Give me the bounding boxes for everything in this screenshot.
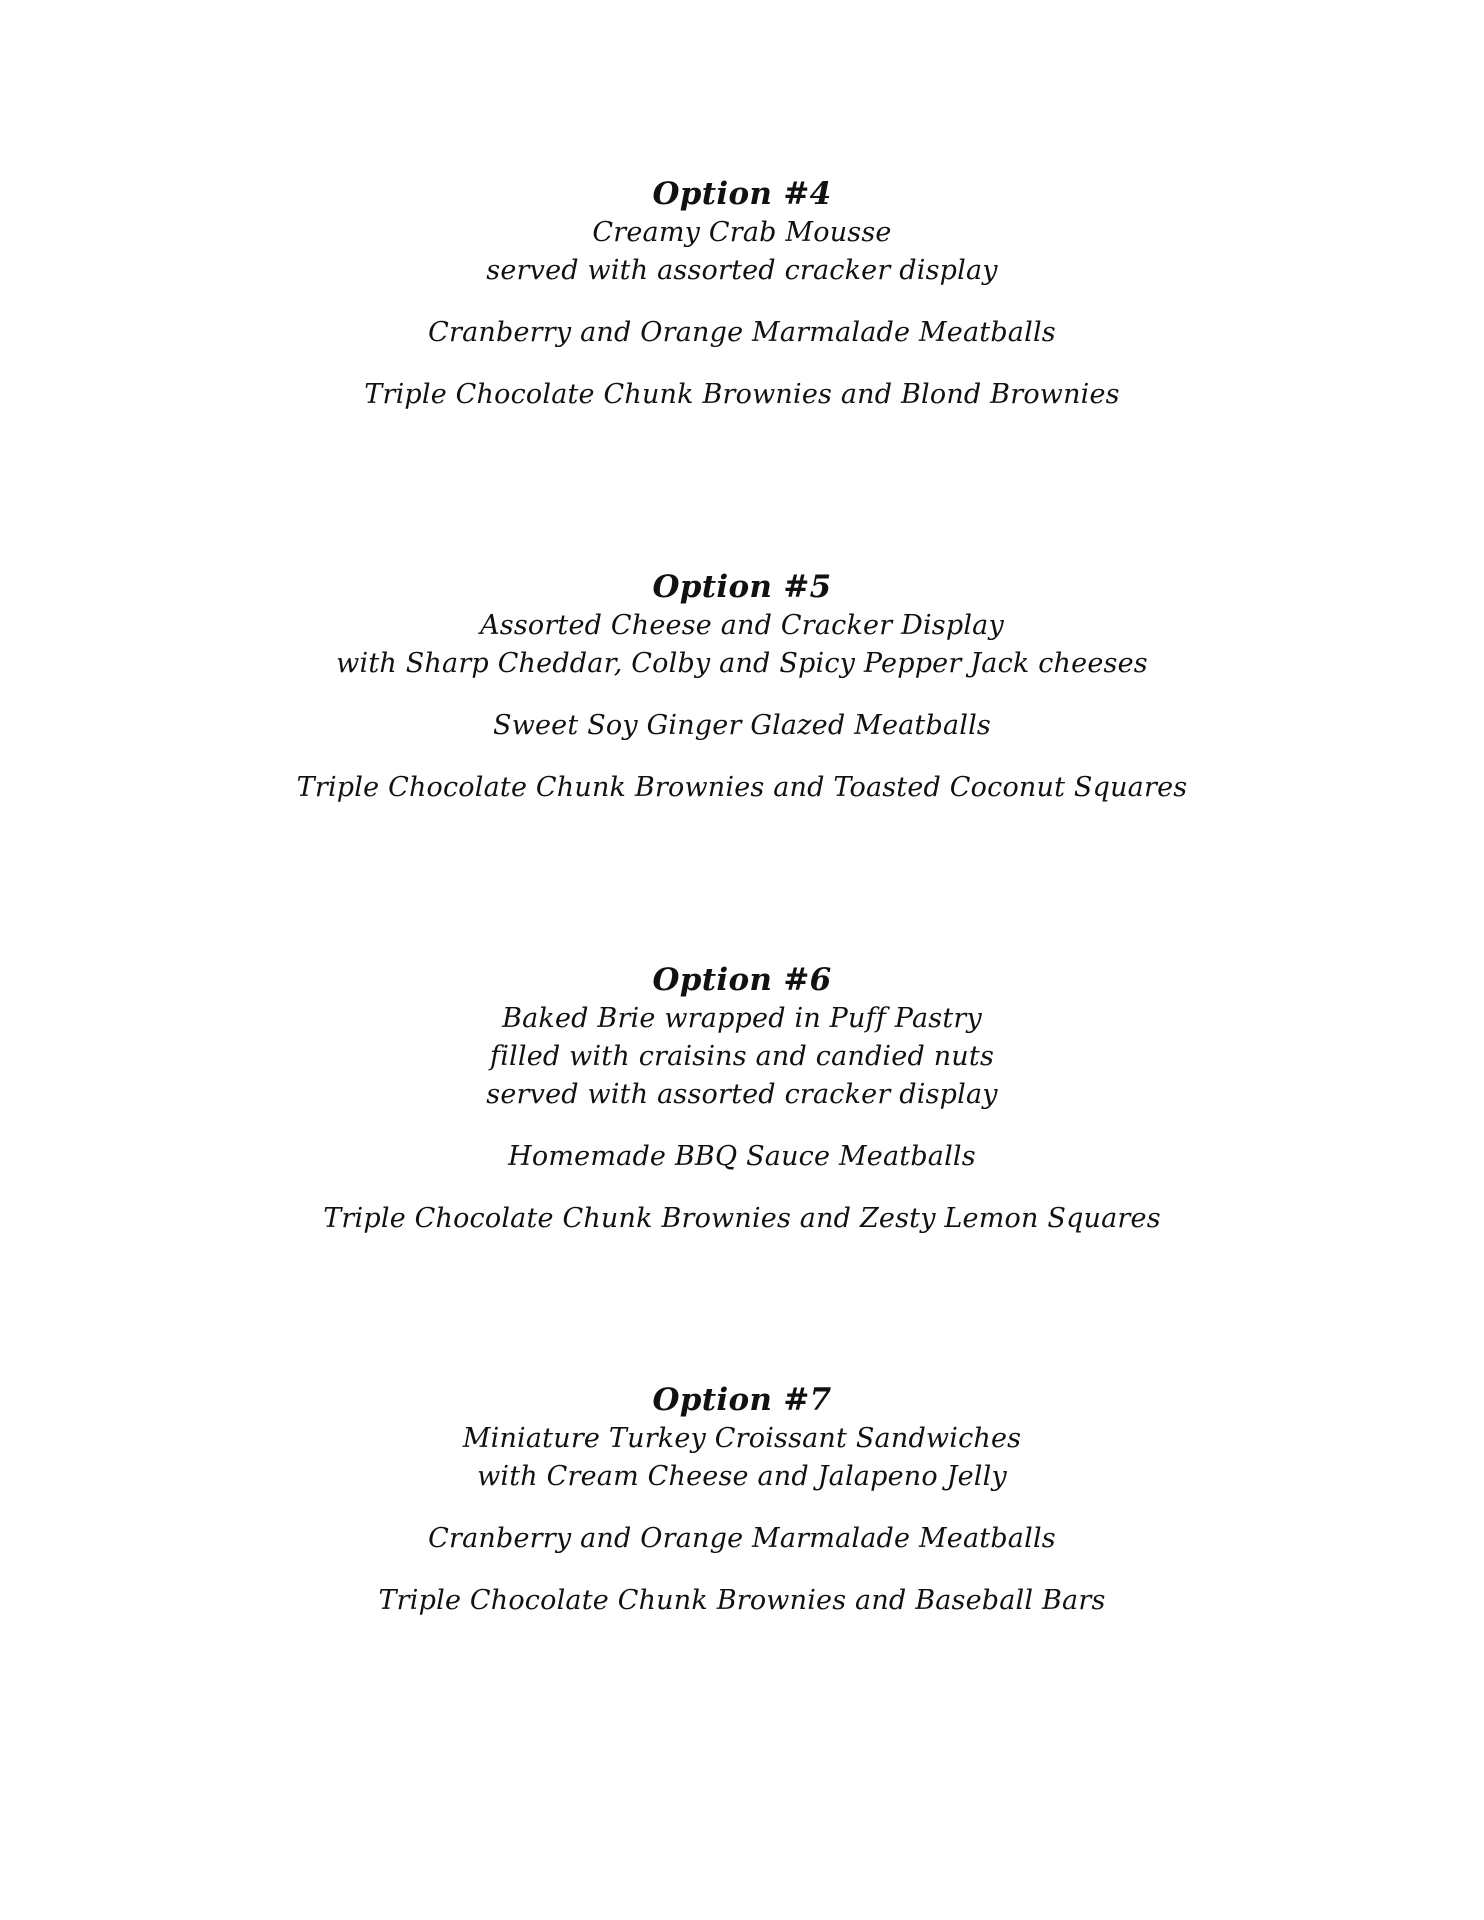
meatball-item (0, 1520, 1484, 1558)
option-6-section (0, 960, 1484, 1238)
dessert-item (0, 1582, 1484, 1620)
option-title: Option #5 (652, 569, 832, 605)
item-line: served with assorted cracker display (486, 255, 998, 286)
item-line: Homemade BBQ Sauce Meatballs (508, 1141, 976, 1172)
meatball-item (0, 314, 1484, 352)
item-line: Baked Brie wrapped in Puff Pastry (502, 1003, 982, 1034)
option-item-list (0, 1000, 1484, 1238)
option-7-section (0, 1380, 1484, 1620)
item-line: Sweet Soy Ginger Glazed Meatballs (493, 710, 991, 741)
item-line: with Cream Cheese and Jalapeno Jelly (477, 1461, 1007, 1492)
option-title: Option #4 (652, 176, 832, 212)
item-line: Triple Chocolate Chunk Brownies and Baseball Bars (378, 1585, 1106, 1616)
appetizer-item (0, 1420, 1484, 1496)
item-line: Triple Chocolate Chunk Brownies and Blond Brownies (364, 379, 1120, 410)
item-line: Triple Chocolate Chunk Brownies and Toasted Coconut Squares (296, 772, 1188, 803)
option-item-list (0, 1420, 1484, 1620)
appetizer-item (0, 214, 1484, 290)
item-line: Creamy Crab Mousse (592, 217, 892, 248)
item-line: Triple Chocolate Chunk Brownies and Zesty Lemon Squares (323, 1203, 1161, 1234)
item-line: Miniature Turkey Croissant Sandwiches (462, 1423, 1022, 1454)
option-item-list (0, 214, 1484, 414)
dessert-item (0, 376, 1484, 414)
item-line: Assorted Cheese and Cracker Display (480, 610, 1004, 641)
item-line: Cranberry and Orange Marmalade Meatballs (428, 317, 1056, 348)
dessert-item (0, 769, 1484, 807)
meatball-item (0, 1138, 1484, 1176)
option-item-list (0, 607, 1484, 807)
item-line: with Sharp Cheddar, Colby and Spicy Pepper Jack cheeses (336, 648, 1148, 679)
item-line: served with assorted cracker display (486, 1079, 998, 1110)
option-5-section (0, 567, 1484, 807)
dessert-item (0, 1200, 1484, 1238)
appetizer-item (0, 1000, 1484, 1114)
option-title: Option #6 (652, 962, 832, 998)
option-title: Option #7 (652, 1382, 832, 1418)
item-line: filled with craisins and candied nuts (490, 1041, 994, 1072)
option-4-section (0, 174, 1484, 414)
item-line: Cranberry and Orange Marmalade Meatballs (428, 1523, 1056, 1554)
meatball-item (0, 707, 1484, 745)
appetizer-item (0, 607, 1484, 683)
